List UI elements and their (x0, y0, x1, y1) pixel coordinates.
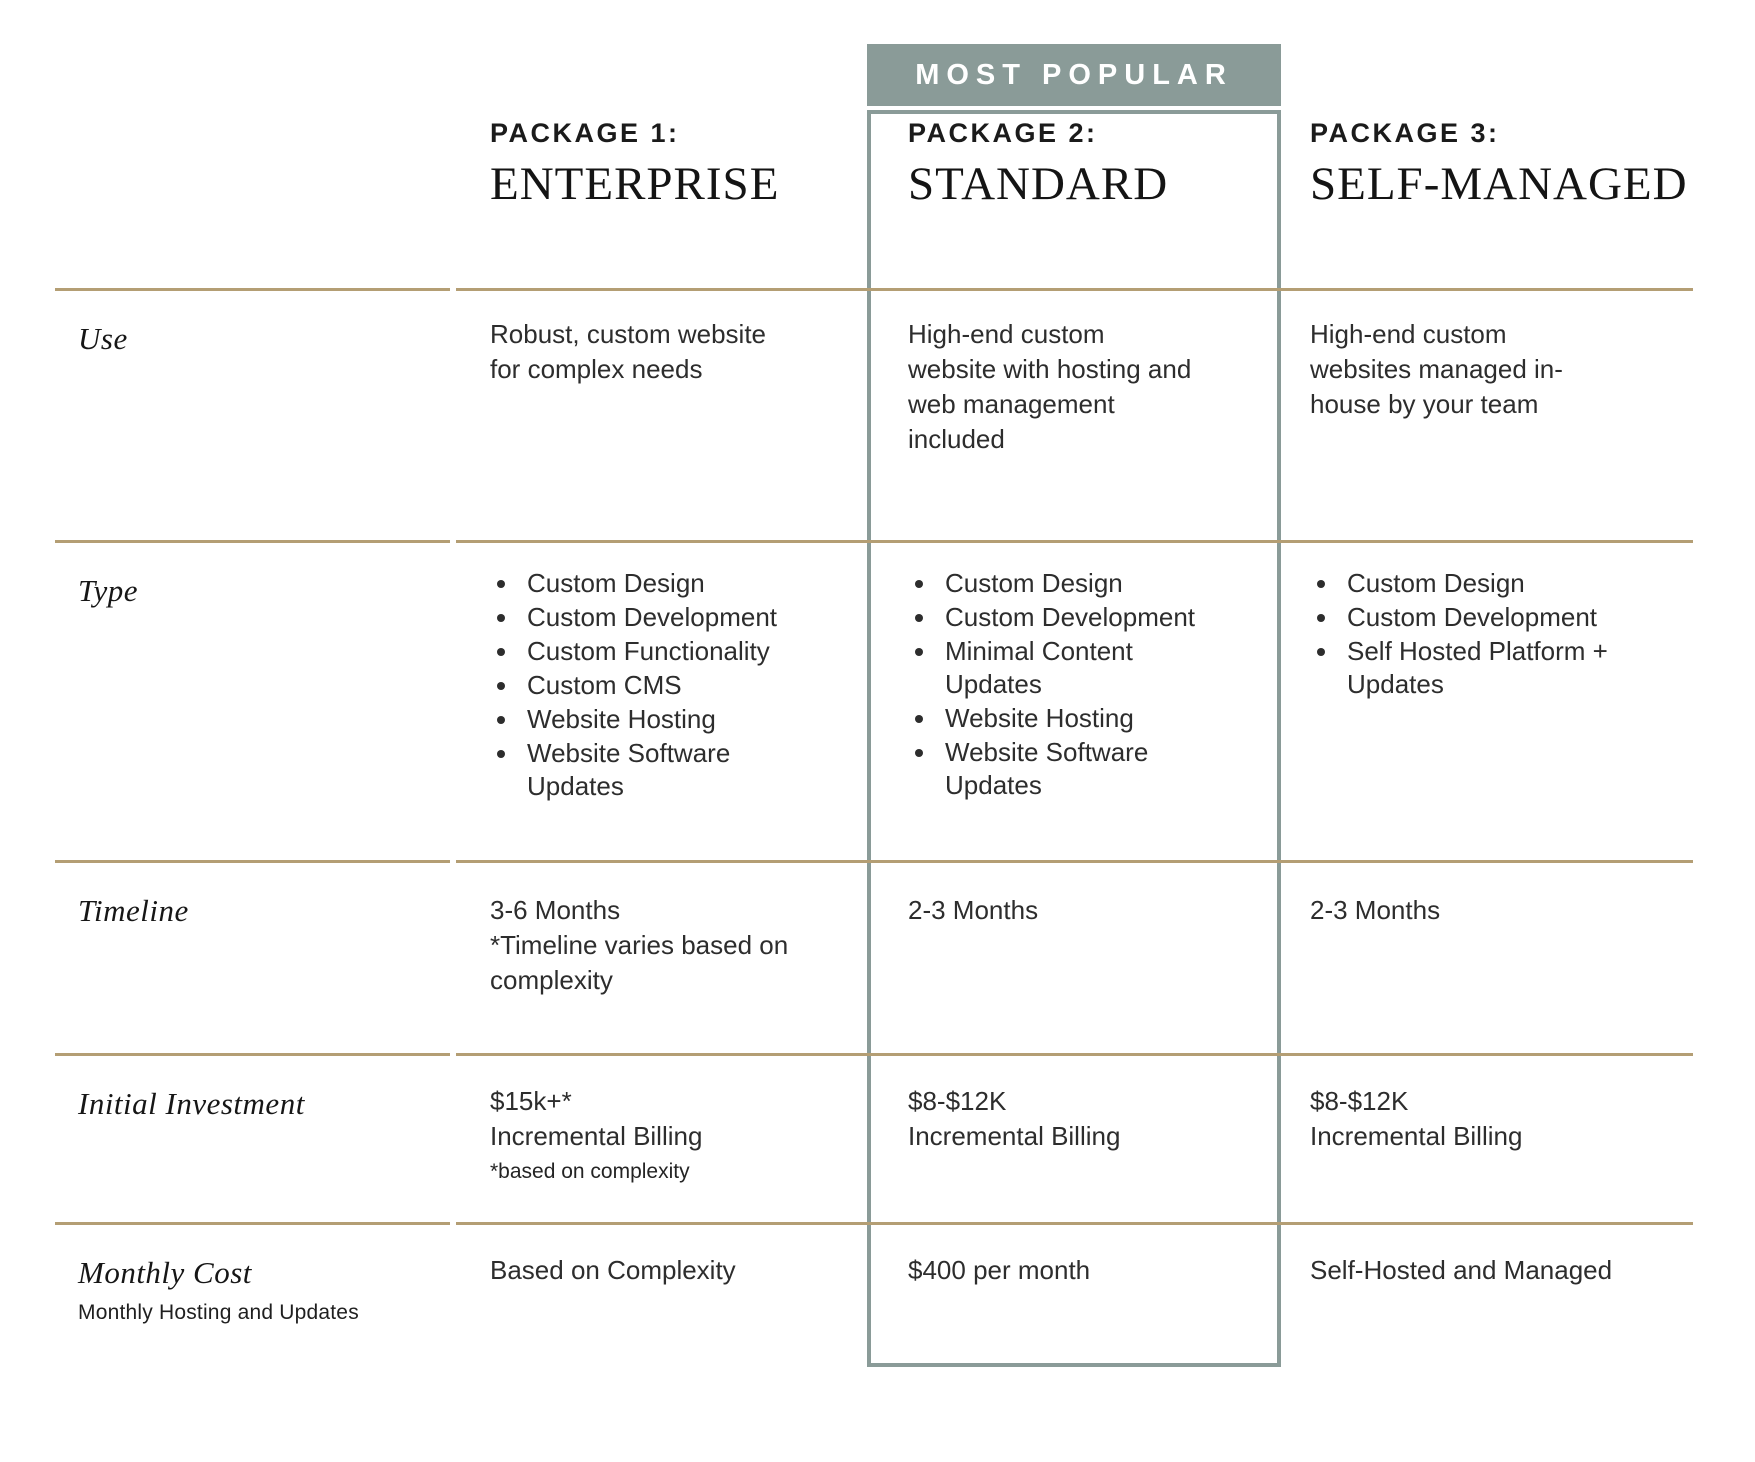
investment-note-package-1: *based on complexity (490, 1160, 690, 1183)
type-cell-package-3 (1281, 540, 1693, 860)
timeline-text-package-3: 2-3 Months (1310, 895, 1441, 925)
timeline-cell-package-3 (1281, 860, 1693, 1053)
investment-cell-package-3 (1281, 1053, 1693, 1222)
package-1-name: ENTERPRISE (490, 158, 780, 210)
investment-cell-package-1 (456, 1053, 867, 1222)
investment-price-package-2: $8-$12K (908, 1086, 1007, 1116)
most-popular-label: MOST POPULAR (915, 58, 1233, 91)
use-text-package-3: High-end custom websites managed in-house by your team (1310, 319, 1563, 419)
type-list-package-2 (908, 567, 1198, 802)
monthly-cost-cell-package-1 (456, 1222, 867, 1462)
list-item: • Custom Development (1340, 601, 1630, 634)
timeline-cell-package-1 (456, 860, 867, 1053)
list-item: • Custom Functionality (520, 635, 785, 668)
list-item: • Minimal Content Updates (938, 635, 1198, 701)
monthly-cost-text-package-2: $400 per month (908, 1255, 1091, 1285)
type-list-package-3 (1310, 567, 1630, 701)
list-item: • Website Hosting (520, 703, 785, 736)
row-label-initial-investment: Initial Investment (55, 1053, 450, 1222)
list-item: • Custom Design (938, 567, 1198, 600)
monthly-cost-text-package-1: Based on Complexity (490, 1255, 736, 1285)
use-text-package-2: High-end custom website with hosting and web management included (908, 319, 1192, 454)
type-list-package-1 (490, 567, 785, 803)
timeline-note-package-1: *Timeline varies based on complexity (490, 930, 789, 995)
monthly-cost-label: Monthly Cost (78, 1255, 252, 1290)
timeline-cell-package-2 (867, 860, 1281, 1053)
package-3-kicker: PACKAGE 3: (1310, 118, 1500, 148)
package-1-kicker: PACKAGE 1: (490, 118, 680, 148)
row-label-type: Type (55, 540, 450, 860)
list-item: • Custom Design (520, 567, 785, 600)
investment-cell-package-2 (867, 1053, 1281, 1222)
monthly-cost-text-package-3: Self-Hosted and Managed (1310, 1255, 1613, 1285)
header-package-2 (867, 0, 1281, 288)
package-2-name: STANDARD (908, 158, 1169, 210)
investment-billing-package-1: Incremental Billing (490, 1121, 703, 1151)
header-package-1 (456, 0, 867, 288)
list-item: • Website Software Updates (520, 737, 785, 803)
row-label-use: Use (55, 288, 450, 540)
use-text-package-1: Robust, custom website for complex needs (490, 319, 767, 384)
row-label-timeline: Timeline (55, 860, 450, 1053)
use-cell-package-3 (1281, 288, 1693, 540)
monthly-cost-sublabel: Monthly Hosting and Updates (78, 1301, 359, 1324)
header-package-3 (1281, 0, 1693, 288)
type-cell-package-1 (456, 540, 867, 860)
investment-price-package-1: $15k+* (490, 1086, 572, 1116)
list-item: • Custom Development (938, 601, 1198, 634)
list-item: • Custom Development (520, 601, 785, 634)
investment-billing-package-2: Incremental Billing (908, 1121, 1121, 1151)
monthly-cost-cell-package-3 (1281, 1222, 1693, 1462)
timeline-text-package-1: 3-6 Months (490, 895, 621, 925)
monthly-cost-cell-package-2 (867, 1222, 1281, 1462)
list-item: • Custom CMS (520, 669, 785, 702)
package-3-name: SELF-MANAGED (1310, 158, 1688, 210)
investment-price-package-3: $8-$12K (1310, 1086, 1409, 1116)
list-item: • Self Hosted Platform + Updates (1340, 635, 1630, 701)
list-item: • Website Hosting (938, 702, 1198, 735)
investment-billing-package-3: Incremental Billing (1310, 1121, 1523, 1151)
use-cell-package-2 (867, 288, 1281, 540)
list-item: • Website Software Updates (938, 736, 1198, 802)
row-label-monthly-cost (55, 1222, 450, 1462)
timeline-text-package-2: 2-3 Months (908, 895, 1039, 925)
type-cell-package-2 (867, 540, 1281, 860)
list-item: • Custom Design (1340, 567, 1630, 600)
use-cell-package-1 (456, 288, 867, 540)
package-2-kicker: PACKAGE 2: (908, 118, 1098, 148)
